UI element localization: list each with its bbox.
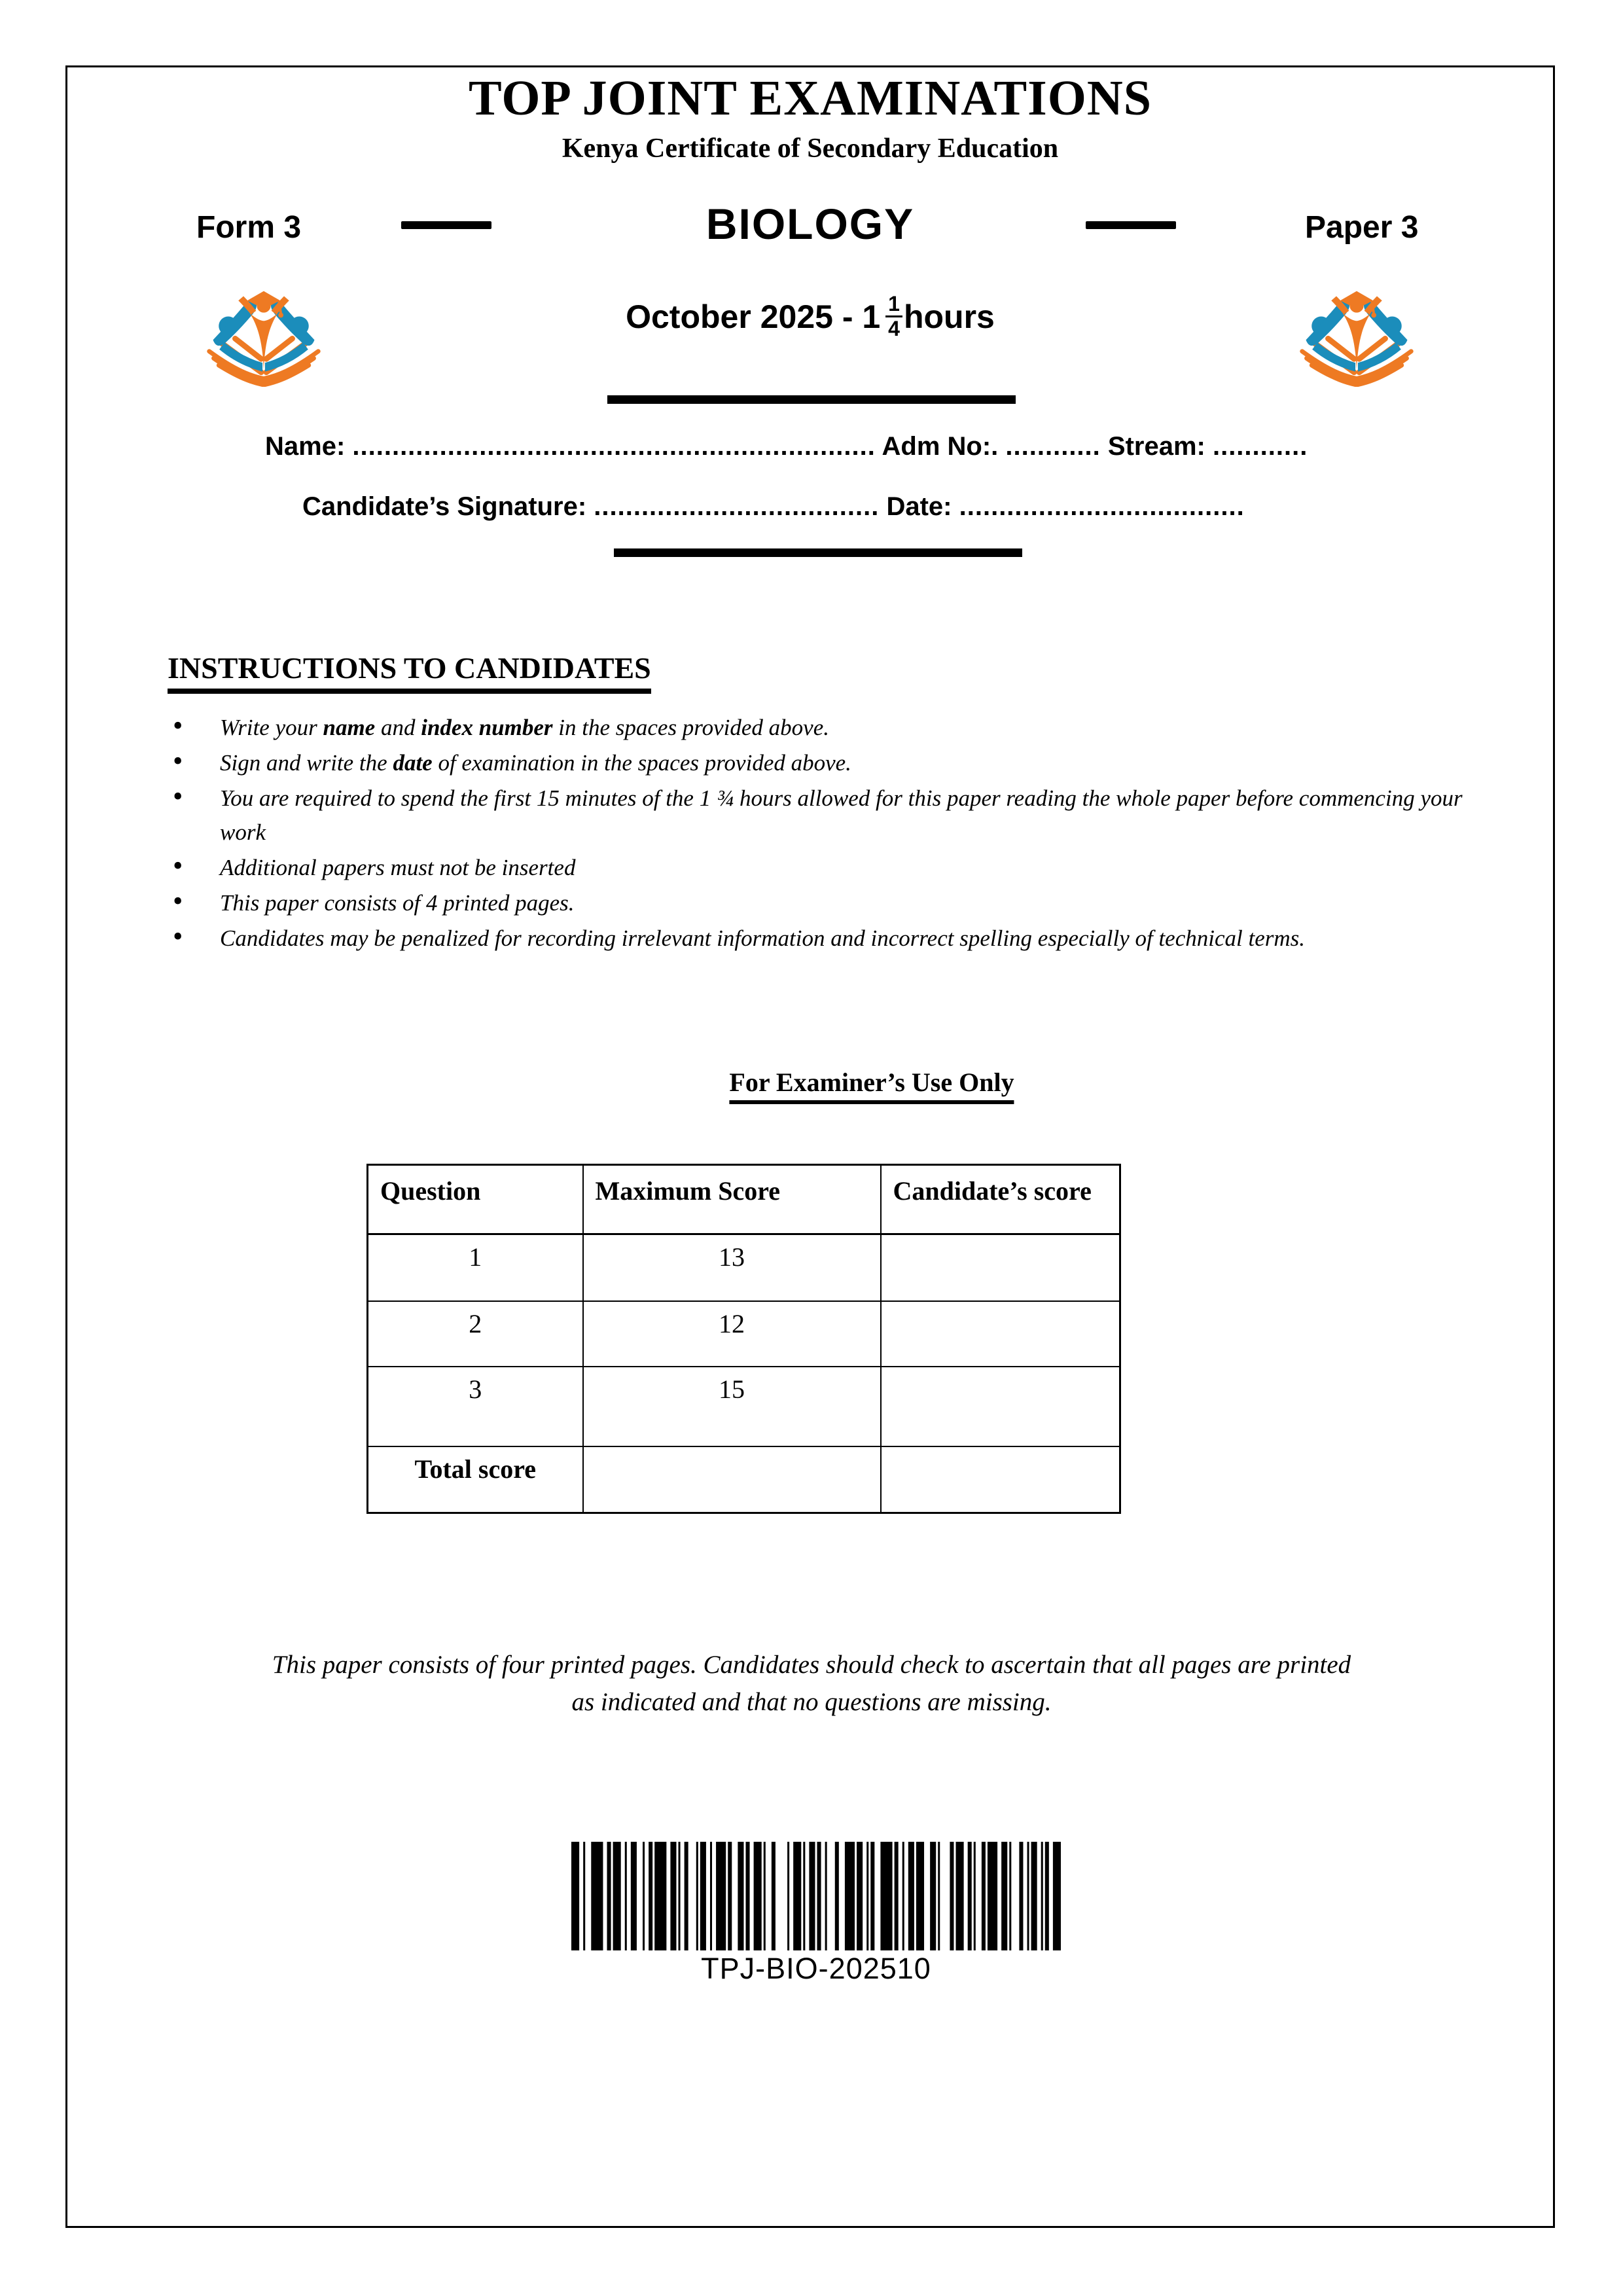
right-dash-divider (1086, 221, 1176, 229)
instruction-bullet: • Additional papers must not be inserted (168, 851, 1489, 885)
name-field-row (265, 432, 1308, 461)
date-prefix: October 2025 - 1 (626, 298, 881, 335)
adm-no-blank: ............ (1005, 432, 1101, 461)
question-cell: 3 (368, 1367, 583, 1446)
candidate-score-cell (881, 1234, 1120, 1301)
question-cell: 2 (368, 1301, 583, 1367)
instruction-bullet: • Sign and write the date of examination in the spaces provided above. (168, 746, 1489, 780)
examiner-table (366, 1164, 1121, 1514)
instruction-bullet: • Candidates may be penalized for recording irrelevant information and incorrect spelling especially of technical terms. (168, 922, 1489, 956)
date-blank: .................................... (959, 492, 1245, 521)
section-divider-top (607, 395, 1016, 404)
examiner-table-body (368, 1234, 1120, 1513)
exam-date-duration (65, 293, 1555, 340)
quarter-fraction: $\frac{1}{4}$ (885, 293, 902, 340)
signature-field-row (302, 492, 1245, 522)
name-blank: .................................................................. (352, 432, 876, 461)
question-cell: Total score (368, 1446, 583, 1513)
adm-no-label: Adm No:. (882, 432, 999, 461)
max-score-cell (583, 1446, 881, 1513)
form-level: Form 3 (196, 210, 302, 245)
candidate-score-cell (881, 1446, 1120, 1513)
footer-note-line2: as indicated and that no questions are missing. (571, 1687, 1052, 1716)
stream-label: Stream: (1107, 432, 1205, 461)
col-candidate-score: Candidate’s score (881, 1165, 1120, 1234)
exam-board-subtitle: Kenya Certificate of Secondary Education (562, 134, 1059, 164)
instructions-list (168, 711, 1489, 957)
barcode-bars (571, 1842, 1061, 1950)
col-question: Question (368, 1165, 583, 1234)
col-max-score: Maximum Score (583, 1165, 881, 1234)
footer-note (92, 1647, 1531, 1721)
name-label: Name: (265, 432, 346, 461)
signature-blank: .................................... (594, 492, 880, 521)
examiner-table-row (368, 1234, 1120, 1301)
stream-blank: ............ (1212, 432, 1308, 461)
paper-number: Paper 3 (1305, 210, 1419, 245)
signature-label: Candidate’s Signature: (302, 492, 587, 521)
examiner-table-row (368, 1446, 1120, 1513)
instructions-heading: INSTRUCTIONS TO CANDIDATES (168, 651, 651, 694)
max-score-cell: 12 (583, 1301, 881, 1367)
examiner-heading: For Examiner’s Use Only (729, 1067, 1014, 1104)
section-divider-bottom (614, 548, 1022, 557)
examiner-table-header-row (368, 1165, 1120, 1234)
candidate-score-cell (881, 1367, 1120, 1446)
examiner-table-row (368, 1301, 1120, 1367)
barcode (571, 1842, 1061, 1986)
examiner-table-row (368, 1367, 1120, 1446)
exam-title: TOP JOINT EXAMINATIONS (469, 71, 1152, 126)
barcode-text: TPJ-BIO-202510 (701, 1952, 931, 1985)
instruction-bullet: • You are required to spend the first 15 minutes of the 1 ¾ hours allowed for this paper reading the whole paper before commencing your work (168, 781, 1489, 850)
candidate-score-cell (881, 1301, 1120, 1367)
duration-suffix: hours (903, 298, 995, 335)
instruction-bullet: • This paper consists of 4 printed pages. (168, 886, 1489, 920)
instruction-bullet: • Write your name and index number in the spaces provided above. (168, 711, 1489, 745)
subject-title: BIOLOGY (705, 200, 915, 248)
max-score-cell: 15 (583, 1367, 881, 1446)
footer-note-line1: This paper consists of four printed pages. Candidates should check to ascertain that all pages are printed (272, 1651, 1351, 1679)
question-cell: 1 (368, 1234, 583, 1301)
max-score-cell: 13 (583, 1234, 881, 1301)
date-label: Date: (886, 492, 952, 521)
